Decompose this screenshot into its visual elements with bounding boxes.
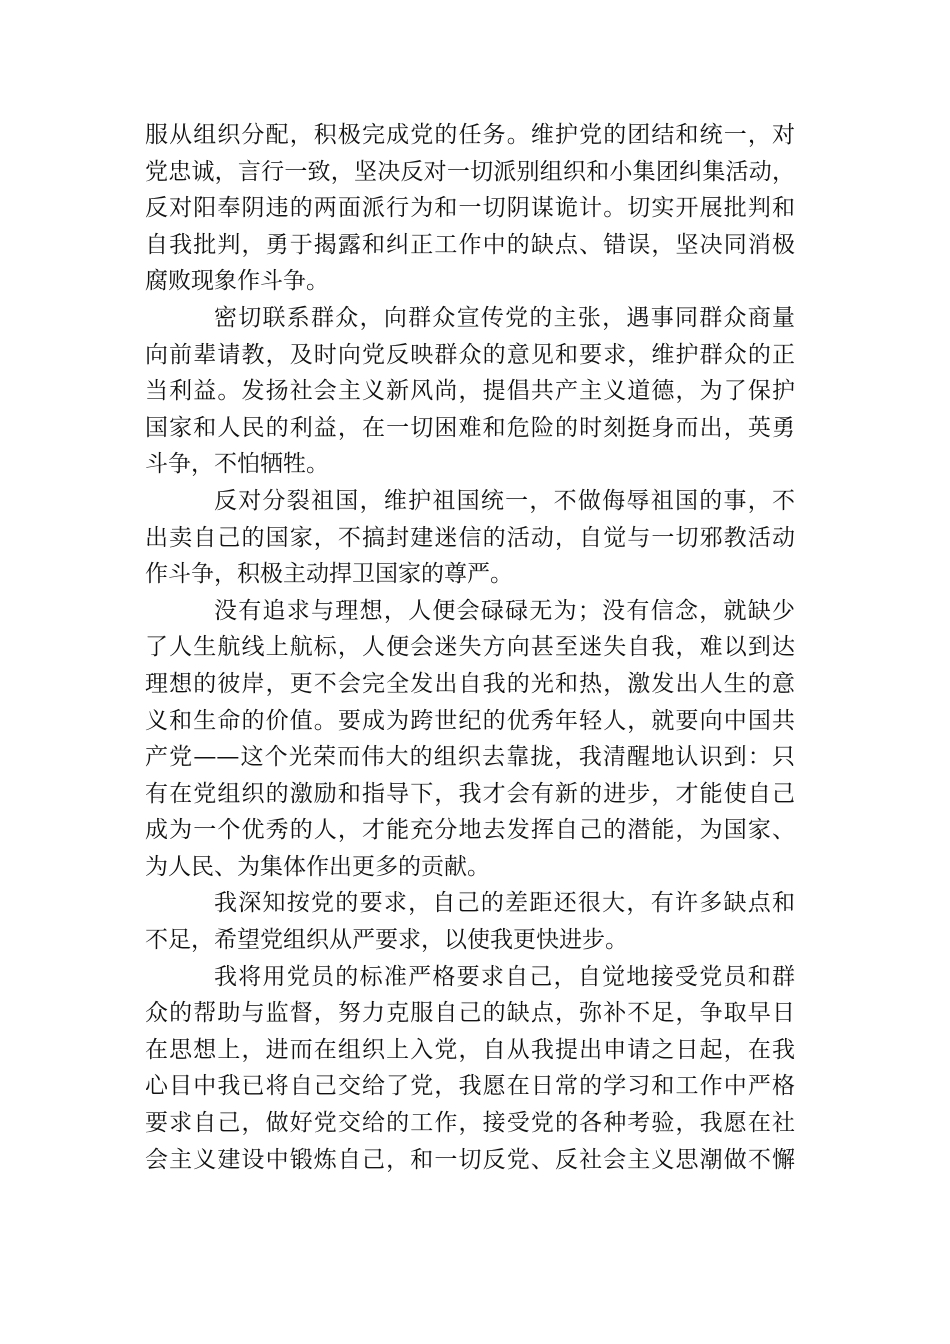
text-line: 会主义建设中锻炼自己，和一切反党、反社会主义思潮做不懈: [145, 1146, 795, 1173]
text-line: 为人民、为集体作出更多的贡献。: [145, 853, 490, 880]
text-line: 作斗争，积极主动捍卫国家的尊严。: [145, 561, 513, 588]
paragraph-2: [145, 300, 795, 483]
paragraph-4: [145, 593, 795, 886]
text-line: 在思想上，进而在组织上入党，自从我提出申请之日起，在我: [145, 1036, 795, 1063]
text-line: 腐败现象作斗争。: [145, 268, 329, 295]
text-line: 当利益。发扬社会主义新风尚，提倡共产主义道德，为了保护: [145, 378, 795, 405]
paragraph-5: [145, 885, 795, 958]
text-line: 反对分裂祖国，维护祖国统一，不做侮辱祖国的事，不: [214, 487, 795, 514]
text-line: 斗争，不怕牺牲。: [145, 451, 329, 478]
text-line: 出卖自己的国家，不搞封建迷信的活动，自觉与一切邪教活动: [145, 524, 795, 551]
text-line: 我深知按党的要求，自己的差距还很大，有许多缺点和: [214, 890, 795, 917]
text-line: 我将用党员的标准严格要求自己，自觉地接受党员和群: [214, 963, 795, 990]
text-line: 服从组织分配，积极完成党的任务。维护党的团结和统一，对: [145, 122, 795, 148]
document-body: [145, 117, 795, 1178]
text-line: 自我批判，勇于揭露和纠正工作中的缺点、错误，坚决同消极: [145, 231, 795, 258]
text-line: 党忠诚，言行一致，坚决反对一切派别组织和小集团纠集活动，: [145, 158, 795, 185]
text-line: 众的帮助与监督，努力克服自己的缺点，弥补不足，争取早日: [145, 1000, 795, 1027]
text-line: 向前辈请教，及时向党反映群众的意见和要求，维护群众的正: [145, 341, 795, 368]
paragraph-6: [145, 959, 795, 1179]
paragraph-1: [145, 117, 795, 300]
text-line: 了人生航线上航标，人便会迷失方向甚至迷失自我，难以到达: [145, 634, 795, 661]
text-line: 没有追求与理想，人便会碌碌无为；没有信念，就缺少: [214, 597, 795, 624]
text-line: 心目中我已将自己交给了党，我愿在日常的学习和工作中严格: [145, 1073, 795, 1100]
text-line: 不足，希望党组织从严要求，以使我更快进步。: [145, 927, 628, 954]
text-line: 国家和人民的利益，在一切困难和危险的时刻挺身而出，英勇: [145, 414, 795, 441]
text-line: 有在党组织的激励和指导下，我才会有新的进步，才能使自己: [145, 780, 795, 807]
text-line: 要求自己，做好党交给的工作，接受党的各种考验，我愿在社: [145, 1110, 795, 1137]
text-line: 产党——这个光荣而伟大的组织去靠拢，我清醒地认识到：只: [145, 744, 795, 771]
text-line: 理想的彼岸，更不会完全发出自我的光和热，激发出人生的意: [145, 670, 795, 697]
text-line: 反对阳奉阴违的两面派行为和一切阴谋诡计。切实开展批判和: [145, 195, 795, 222]
text-line: 密切联系群众，向群众宣传党的主张，遇事同群众商量: [214, 304, 795, 331]
text-line: 义和生命的价值。要成为跨世纪的优秀年轻人，就要向中国共: [145, 707, 795, 734]
text-line: 成为一个优秀的人，才能充分地去发挥自己的潜能，为国家、: [145, 817, 795, 844]
paragraph-3: [145, 483, 795, 593]
